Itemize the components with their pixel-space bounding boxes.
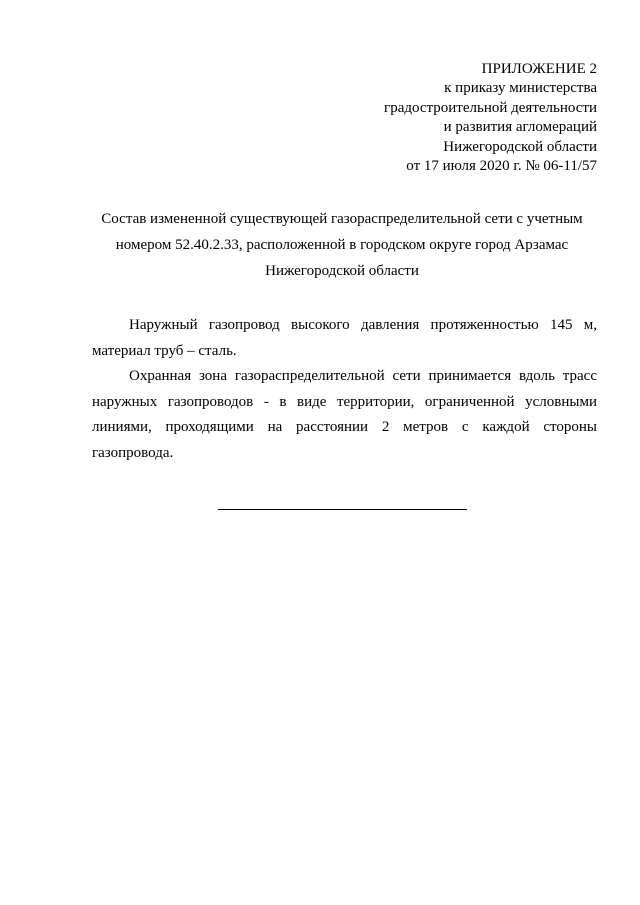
appendix-header — [297, 60, 597, 176]
paragraph-pipeline: Наружный газопровод высокого давления протяженностью 145 м, материал труб – сталь. — [92, 317, 597, 359]
title-line-3: Нижегородской области — [265, 262, 419, 279]
end-divider-line — [218, 509, 467, 510]
appendix-region-line: Нижегородской области — [443, 138, 597, 155]
document-body — [92, 313, 597, 467]
appendix-date-number: от 17 июля 2020 г. № 06-11/57 — [406, 158, 597, 175]
title-line-1: Состав измененной существующей газораспределительной сети с учетным — [101, 211, 583, 227]
appendix-order-line: к приказу министерства — [444, 80, 597, 97]
document-title — [92, 207, 592, 284]
title-line-2: номером 52.40.2.33, расположенной в городском округе город Арзамас — [115, 236, 569, 253]
paragraph-protection-zone: Охранная зона газораспределительной сети принимается вдоль трасс наружных газопроводов - в виде территории, ограниченной условными линиями, проходящими на расстоянии 2 метров с каждой стороны газопровода. — [92, 368, 597, 461]
appendix-ministry-line: градостроительной деятельности — [384, 99, 597, 116]
appendix-number: ПРИЛОЖЕНИЕ 2 — [481, 61, 597, 77]
appendix-ministry-line-2: и развития агломераций — [443, 119, 597, 136]
